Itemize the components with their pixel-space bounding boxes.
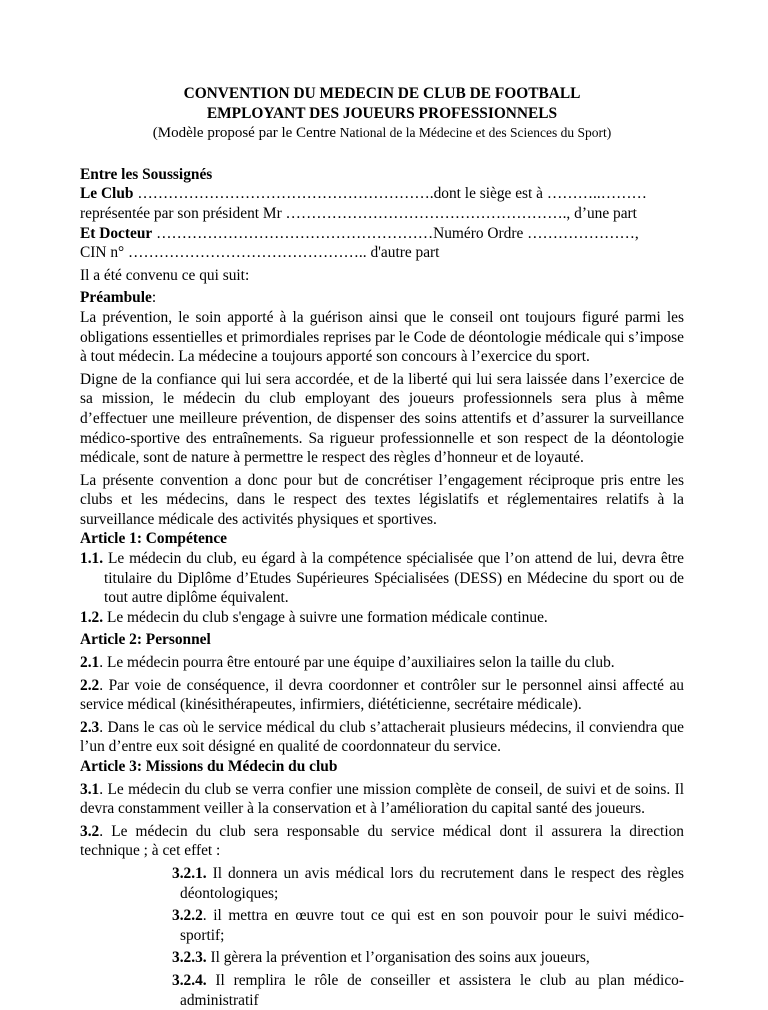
article-num: 2.1 (80, 654, 100, 672)
president-line: représentée par son président Mr ………………………………………………., d’une part (80, 204, 637, 222)
article-text: . Le médecin du club sera responsable du service médical dont il assurera la direction technique ; à cet effet : (80, 822, 684, 860)
article-3-2 (80, 822, 684, 861)
document-title-line-1: CONVENTION DU MEDECIN DE CLUB DE FOOTBALL (183, 85, 581, 102)
article-text: Il gèrera la prévention et l’organisation des soins aux joueurs, (206, 949, 590, 967)
article-num: 1.1. (80, 550, 104, 568)
article-2-1 (80, 653, 684, 673)
article-num: 3.2.1. (172, 864, 207, 882)
article-text: . Par voie de conséquence, il devra coordonner et contrôler sur le personnel ainsi affecté au service médical (kinésithérapeutes, infirmiers, diététicienne, secrétaire médicale). (80, 676, 684, 714)
preambule-paragraph-2: Digne de la confiance qui lui sera accordée, et de la liberté qui lui sera laissée dans l’exercice de sa mission, le médecin du club employant des joueurs professionnels sera plus à même d’effectuer une meilleure prévention, de dispenser des soins attentifs et d’assurer la surveillance médico-sportive des entraînements. Sa rigueur professionnelle et son respect de la déontologie médicale, sont de nature à permettre le respect des règles d’honneur et de loyauté. (80, 370, 684, 467)
article-3-2-subitems (80, 864, 684, 1010)
article-3-2-4 (172, 971, 684, 1010)
article-text: Le médecin du club s'engage à suivre une formation médicale continue. (103, 608, 548, 626)
docteur-label: Et Docteur (80, 224, 153, 242)
preambule-paragraph-3: La présente convention a donc pour but de concrétiser l’engagement réciproque pris entre les clubs et les médecins, dans le respect des textes législatifs et réglementaires relatifs à la surveillance médicale des activités physiques et sportives. (80, 471, 684, 528)
article-num: 3.2.2 (172, 907, 203, 925)
club-line-rest: ………………………………………………….dont le siège est à ………..……… (133, 185, 647, 203)
article-num: 3.2 (80, 822, 100, 840)
club-line (80, 184, 684, 204)
article-3-2-1 (172, 864, 684, 903)
preambule-label: Préambule (80, 289, 152, 307)
article-text: . Le médecin pourra être entouré par une équipe d’auxiliaires selon la taille du club. (99, 654, 615, 672)
article-2-3 (80, 718, 684, 757)
article-text: Il remplira le rôle de conseiller et assistera le club au plan médico-administratif (180, 971, 684, 1009)
article-1-heading: Article 1: Compétence (80, 530, 228, 548)
article-num: 2.3 (80, 718, 100, 736)
document-title-line-2: EMPLOYANT DES JOUEURS PROFESSIONNELS (206, 104, 558, 122)
article-num: 3.2.4. (172, 971, 207, 989)
article-3-2-2 (172, 906, 684, 945)
preambule-heading (80, 288, 684, 308)
article-3-heading: Article 3: Missions du Médecin du club (80, 758, 338, 775)
docteur-line (80, 224, 684, 244)
article-num: 3.1 (80, 780, 100, 798)
preambule-colon: : (151, 289, 157, 307)
article-text: Le médecin du club, eu égard à la compétence spécialisée que l’on attend de lui, devra être titulaire du Diplôme d’Etudes Supérieures Spécialisées (DESS) en Médecine du sport ou de tout autre diplôme équivalent. (103, 550, 684, 607)
cin-line: CIN n° ……………………………………….. d'autre part (80, 244, 440, 262)
article-3-2-3 (172, 948, 684, 968)
article-1-1 (80, 549, 684, 608)
article-2-2 (80, 676, 684, 715)
article-text: . Le médecin du club se verra confier une mission complète de conseil, de suivi et de soins. Il devra constamment veiller à la conservation et à l’amélioration du capital santé des joueurs. (80, 780, 684, 818)
article-2-heading: Article 2: Personnel (80, 631, 211, 649)
docteur-line-rest: ………………………………………………Numéro Ordre …………………, (152, 224, 639, 242)
club-label: Le Club (80, 185, 134, 203)
article-text: . il mettra en œuvre tout ce qui est en son pouvoir pour le suivi médico-sportif; (180, 907, 684, 944)
document-subtitle (80, 123, 684, 144)
preambule-paragraph-1: La prévention, le soin apporté à la guérison ainsi que le conseil ont toujours figuré parmi les obligations essentielles et primordiales reprises par le Code de déontologie médicale qui s’impose à tout médecin. La médecine a toujours apporté son concours à l’exercice du sport. (80, 308, 684, 366)
article-text: . Dans le cas où le service médical du club s’attacherait plusieurs médecins, il conviendra que l’un d’entre eux soit désigné en qualité de coordonnateur du service. (80, 718, 684, 756)
article-text: Il donnera un avis médical lors du recrutement dans le respect des règles déontologiques; (180, 864, 684, 902)
article-num: 1.2. (80, 608, 104, 626)
article-3-1 (80, 780, 684, 819)
article-num: 3.2.3. (172, 949, 207, 967)
agreed-line: Il a été convenu ce qui suit: (80, 266, 250, 284)
subtitle-part-a: (Modèle proposé par le Centre (152, 125, 340, 142)
article-num: 2.2 (80, 676, 100, 694)
parties-heading: Entre les Soussignés (80, 165, 213, 183)
subtitle-part-b: National de la Médecine et des Sciences du Sport) (339, 125, 612, 141)
article-1-2 (80, 608, 684, 628)
